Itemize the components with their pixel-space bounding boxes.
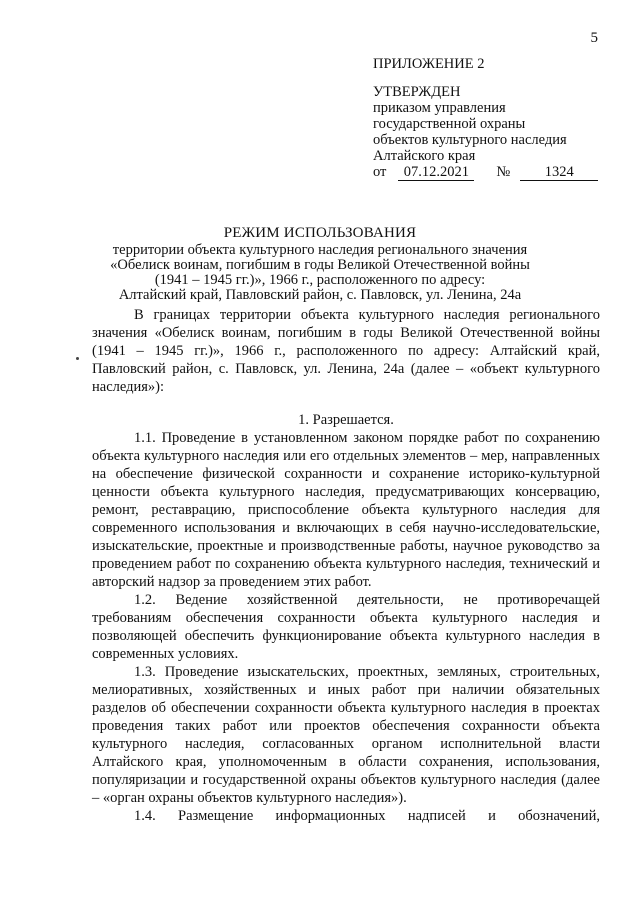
approval-date: 07.12.2021 [398,164,474,181]
document-title [40,226,600,303]
date-prefix: от [373,164,387,180]
approval-line: приказом управления [373,100,506,116]
section-item: 1.2. Ведение хозяйственной деятельности, не противоречащей требованиям обеспечения сохранности объекта культурного наследия и позволяющей обеспечить функционирование объекта культурного наследия в современных условиях. [92,592,600,662]
number-sign: № [496,164,511,180]
appendix-label: ПРИЛОЖЕНИЕ 2 [373,56,485,72]
approval-block [373,56,598,181]
approval-line: Алтайского края [373,148,476,164]
section-heading: 1. Разрешается. [298,412,394,428]
approval-line: государственной охраны [373,116,526,132]
title-heading: РЕЖИМ ИСПОЛЬЗОВАНИЯ [223,225,417,241]
title-line: Алтайский край, Павловский район, с. Павловск, ул. Ленина, 24а [118,287,522,303]
approval-number: 1324 [520,164,598,181]
section-item: 1.1. Проведение в установленном законом порядке работ по сохранению объекта культурного наследия или его отдельных элементов – мер, направленных на обеспечение физической сохранности и сохранение историко-культурной ценности объекта культурного наследия, предусматривающих консервацию, ремонт, реставрацию, приспособление объекта культурного наследия для современного использования и включающих в себя научно-исследовательские, изыскательские, проектные и производственные работы, научное руководство за проведением работ по сохранению объекта культурного наследия, технический и авторский надзор за проведением этих работ. [92,430,600,590]
section-item: 1.4. Размещение информационных надписей и обозначений, [134,808,600,824]
title-line: территории объекта культурного наследия регионального значения [112,242,528,258]
intro-text: В границах территории объекта культурного наследия регионального значения «Обелиск воинам, погибшим в годы Великой Отечественной войны (1941 – 1945 гг.)», 1966 г., расположенного по адресу: Алтайский край, Павловский район, с. Павловск, ул. Ленина, 24а (далее – «объект культурного наследия»): [92,307,600,395]
section-1 [92,411,600,825]
approval-line: объектов культурного наследия [373,132,567,148]
page-number: 5 [590,30,598,46]
intro-paragraph [92,306,600,396]
section-item: 1.3. Проведение изыскательских, проектных, земляных, строительных, мелиоративных, хозяйственных и иных работ при наличии обязательных разделов об обеспечении сохранности объекта культурного наследия в проектах проведения таких работ или проектов обеспечения сохранности объекта культурного наследия, согласованных органом исполнительной власти Алтайского края, уполномоченным в области сохранения, использования, популяризации и государственной охраны объектов культурного наследия (далее – «орган охраны объектов культурного наследия»). [92,664,600,806]
approved-label: УТВЕРЖДЕН [373,84,461,100]
approval-date-line [373,164,598,181]
title-line: (1941 – 1945 гг.)», 1966 г., расположенного по адресу: [154,272,486,288]
margin-dot [76,357,79,360]
title-line: «Обелиск воинам, погибшим в годы Великой Отечественной войны [110,257,530,273]
